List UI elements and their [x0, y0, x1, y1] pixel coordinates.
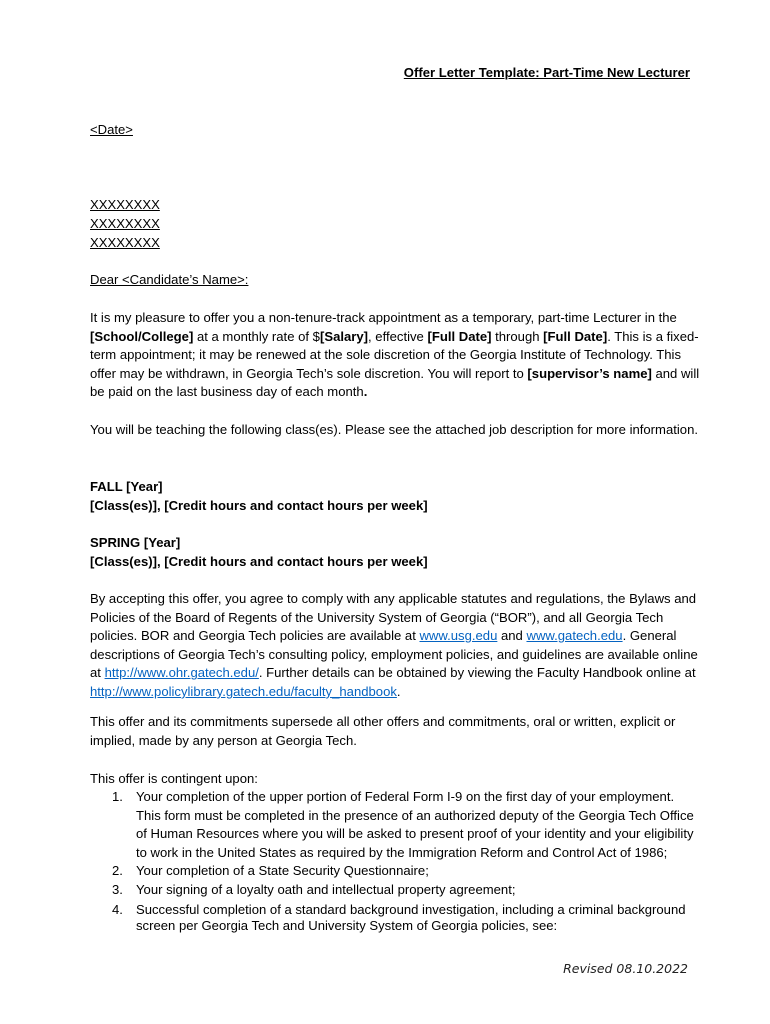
list-item: 3. Your signing of a loyalty oath and intellectual property agreement;	[112, 881, 516, 897]
list-item: 4. Successful completion of a standard background investigation, including a criminal background screen per Georgia Tech and University System of Georgia policies, see:	[112, 901, 686, 933]
address-line-1: XXXXXXXX	[90, 197, 160, 212]
salutation: Dear <Candidate’s Name>:	[90, 272, 249, 287]
ohr-link[interactable]: http://www.ohr.gatech.edu/	[104, 665, 259, 681]
date-placeholder: <Date>	[90, 122, 133, 137]
supersede-paragraph: This offer and its commitments supersede all other offers and commitments, oral or written, explicit or implied, made by any person at Georgia Tech.	[90, 714, 676, 748]
conditions-list	[90, 788, 700, 934]
document-title: Offer Letter Template: Part-Time New Lecturer	[403, 65, 690, 80]
policies-paragraph: By accepting this offer, you agree to comply with any applicable statutes and regulations, the Bylaws and Policies of the Board of Regents of the University System of Georgia (“BOR”), and all Georgia Tech policies. BOR and Georgia Tech policies are available at www.usg.edu and www.gatech.edu. General descriptions of Georgia Tech’s consulting policy, employment policies, and guidelines are available online at http://www.ohr.gatech.edu/. Further details can be obtained by viewing the Faculty Handbook online at http://www.policylibrary.gatech.edu/faculty_handbook.	[90, 591, 698, 699]
revision-footer: Revised 08.10.2022	[563, 961, 688, 976]
list-item: 1. Your completion of the upper portion of Federal Form I-9 on the first day of your employment. This form must be completed in the presence of an authorized deputy of the Georgia Tech Office of Human Resources where you will be asked to present proof of your identity and your eligibility to work in the United States as required by the Immigration Reform and Control Act of 1986;	[112, 789, 694, 860]
spring-classes: [Class(es)], [Credit hours and contact hours per week]	[90, 554, 428, 569]
spring-heading: SPRING [Year]	[90, 535, 181, 550]
contingent-intro: This offer is contingent upon:	[90, 771, 258, 786]
list-item: 2. Your completion of a State Security Questionnaire;	[112, 863, 429, 879]
address-line-2: XXXXXXXX	[90, 216, 160, 231]
fall-classes: [Class(es)], [Credit hours and contact hours per week]	[90, 498, 428, 513]
teaching-paragraph: You will be teaching the following class(es). Please see the attached job description for more information.	[90, 422, 698, 437]
offer-paragraph: It is my pleasure to offer you a non-tenure-track appointment as a temporary, part-time Lecturer in the [School/College] at a monthly rate of $[Salary], effective [Full Date] through [Full Date]. This is a fixed-term appointment; it may be renewed at the sole discretion of the Georgia Institute of Technology. This offer may be withdrawn, in Georgia Tech’s sole discretion. You will report to [supervisor’s name] and will be paid on the last business day of each month.	[90, 310, 700, 400]
faculty-handbook-link[interactable]: http://www.policylibrary.gatech.edu/faculty_handbook	[90, 683, 397, 699]
fall-heading: FALL [Year]	[90, 479, 163, 494]
address-line-3: XXXXXXXX	[90, 235, 160, 250]
usg-link[interactable]: www.usg.edu	[419, 628, 498, 644]
gatech-link[interactable]: www.gatech.edu	[526, 628, 623, 644]
